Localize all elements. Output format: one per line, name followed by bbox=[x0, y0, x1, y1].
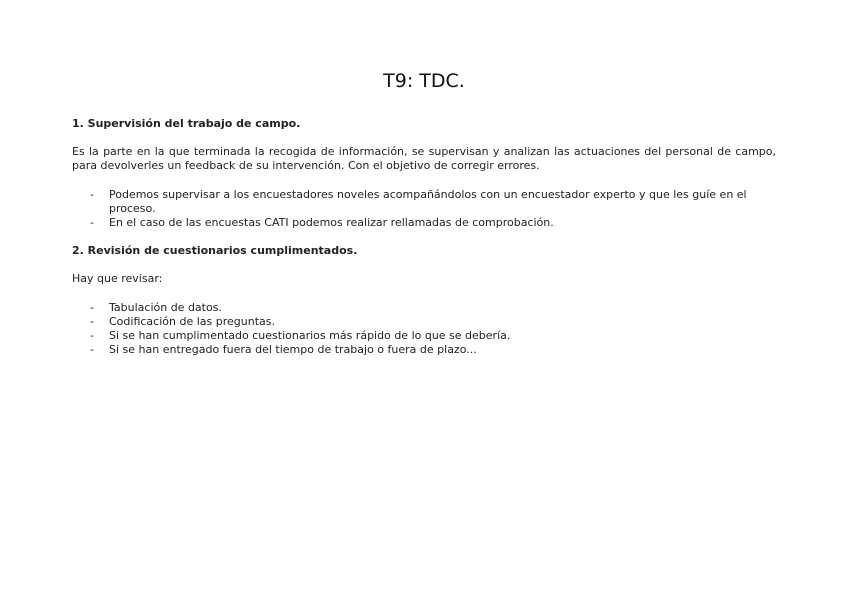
list-item-text: Si se han entregado fuera del tiempo de trabajo o fuera de plazo... bbox=[109, 343, 477, 357]
dash-bullet: - bbox=[90, 187, 94, 201]
list-item bbox=[72, 216, 776, 230]
section-1-paragraph: Es la parte en la que terminada la recogida de información, se supervisan y analizan las actuaciones del personal de campo, para devolverles un feedback de su intervención. Con el objetivo de corregir errores. bbox=[72, 145, 776, 173]
dash-bullet: - bbox=[90, 216, 94, 230]
list-item bbox=[72, 315, 776, 329]
list-item-text: Codificación de las preguntas. bbox=[109, 314, 275, 328]
dash-bullet: - bbox=[90, 343, 94, 357]
list-item-text: Si se han cumplimentado cuestionarios más rápido de lo que se debería. bbox=[109, 329, 511, 343]
page-title: T9: TDC. bbox=[383, 70, 465, 92]
list-item bbox=[72, 188, 776, 216]
list-item-text: Podemos supervisar a los encuestadores noveles acompañándolos con un encuestador experto y que les guíe en el proceso. bbox=[109, 187, 747, 215]
list-item-text: En el caso de las encuestas CATI podemos realizar rellamadas de comprobación. bbox=[109, 216, 554, 230]
list-item bbox=[72, 301, 776, 315]
dash-bullet: - bbox=[90, 314, 94, 328]
section-2-paragraph: Hay que revisar: bbox=[72, 272, 163, 286]
section-2-list bbox=[72, 301, 776, 358]
dash-bullet: - bbox=[90, 300, 94, 314]
section-1-heading: 1. Supervisión del trabajo de campo. bbox=[72, 117, 301, 130]
list-item bbox=[72, 329, 776, 343]
document-body bbox=[72, 117, 776, 371]
list-item-text: Tabulación de datos. bbox=[109, 300, 222, 314]
list-item bbox=[72, 343, 776, 357]
section-2-heading: 2. Revisión de cuestionarios cumplimentados. bbox=[72, 244, 358, 258]
section-1-list bbox=[72, 188, 776, 231]
dash-bullet: - bbox=[90, 329, 94, 343]
